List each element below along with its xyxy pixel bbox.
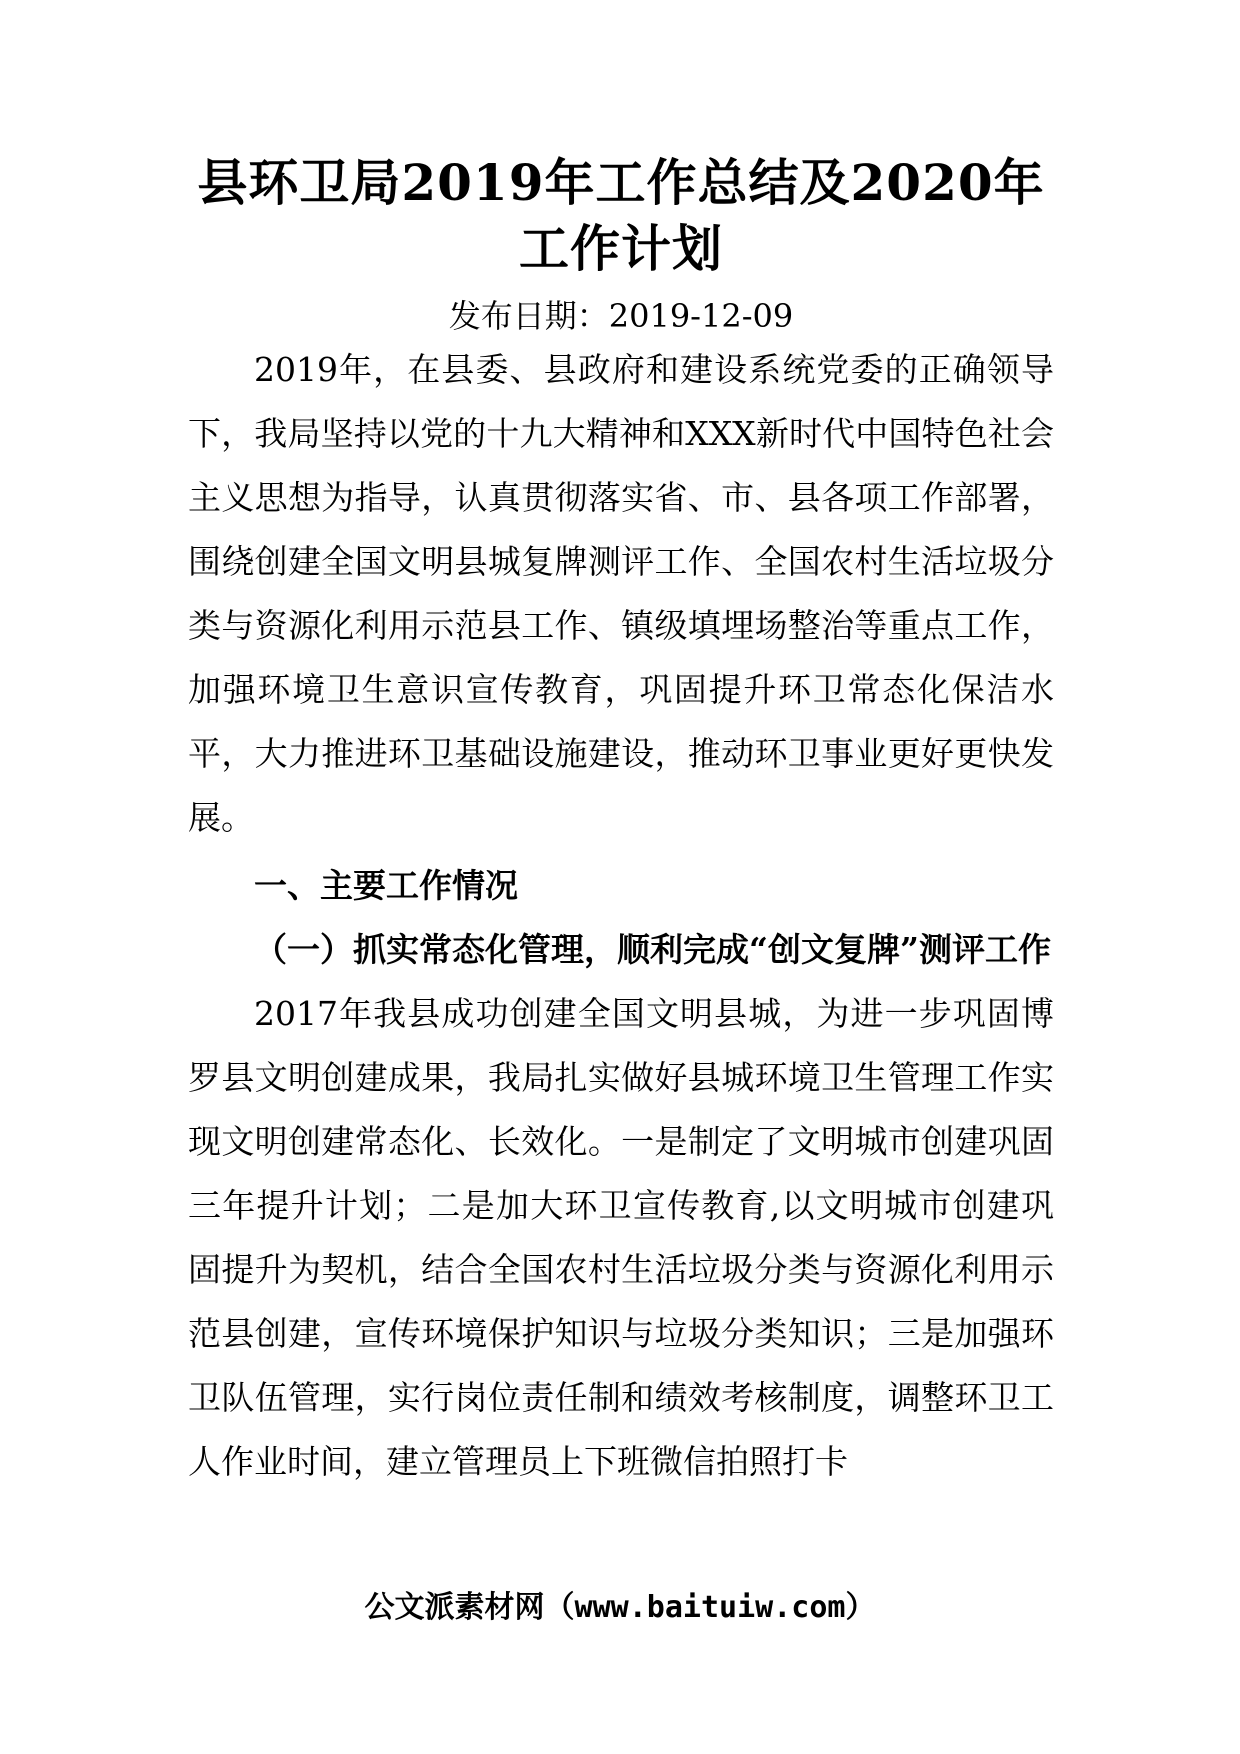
document-page [188, 150, 1054, 1494]
footer-source: 公文派素材网（www.baituiw.com） [364, 1590, 876, 1625]
subsection-1-body: 2017年我县成功创建全国文明县城，为进一步巩固博罗县文明创建成果，我局扎实做好县城环境卫生管理工作实现文明创建常态化、长效化。一是制定了文明城市创建巩固三年提升计划；二是加大环卫宣传教育,以文明城市创建巩固提升为契机，结合全国农村生活垃圾分类与资源化利用示范县创建，宣传环境保护知识与垃圾分类知识；三是加强环卫队伍管理，实行岗位责任制和绩效考核制度，调整环卫工人作业时间，建立管理员上下班微信拍照打卡 [188, 994, 1054, 1481]
section-heading-main-work: 一、主要工作情况 [254, 866, 518, 905]
subsection-heading-1: （一）抓实常态化管理，顺利完成“创文复牌”测评工作 [254, 930, 1051, 969]
publish-date: 发布日期：2019-12-09 [448, 297, 794, 335]
document-title: 县环卫局2019年工作总结及2020年工作计划 [197, 153, 1045, 278]
intro-paragraph: 2019年，在县委、县政府和建设系统党委的正确领导下，我局坚持以党的十九大精神和XXX新时代中国特色社会主义思想为指导，认真贯彻落实省、市、县各项工作部署，围绕创建全国文明县城复牌测评工作、全国农村生活垃圾分类与资源化利用示范县工作、镇级填埋场整治等重点工作，加强环境卫生意识宣传教育，巩固提升环卫常态化保洁水平，大力推进环卫基础设施建设，推动环卫事业更好更快发展。 [188, 350, 1054, 837]
